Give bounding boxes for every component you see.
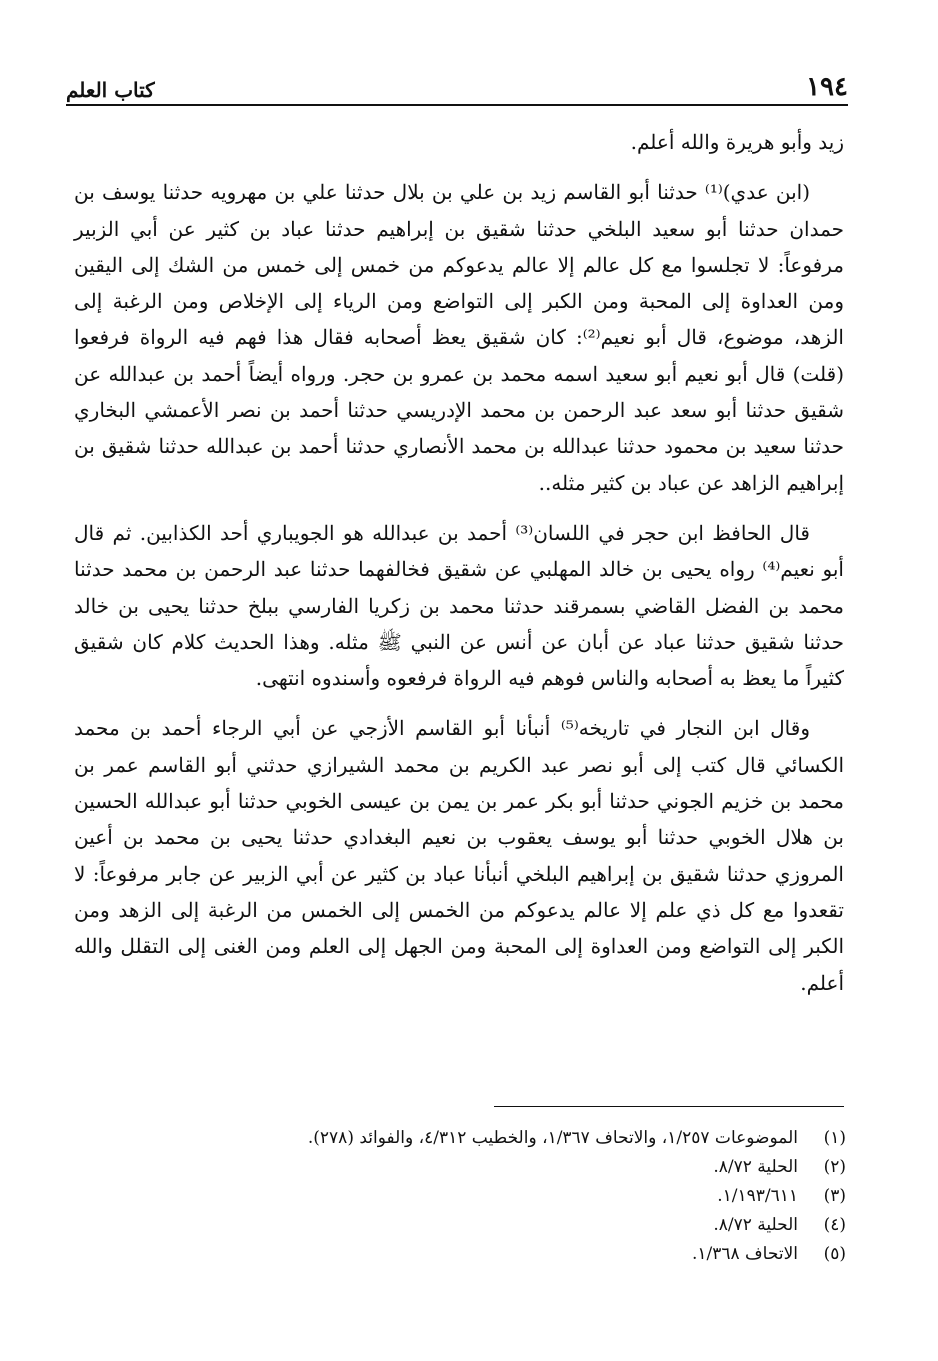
footnote-5 (120, 1240, 846, 1269)
footnote-text: الحلية ٨/٧٢. (713, 1215, 798, 1235)
footnote-number: (٢) (823, 1157, 846, 1177)
page-header (66, 68, 848, 102)
footnote-1 (120, 1124, 846, 1153)
footnote-text: الحلية ٨/٧٢. (713, 1157, 798, 1177)
footnote-text: الموضوعات ١/٢٥٧، والاتحاف ١/٣٦٧، والخطيب ٤/٣١٢، والفوائد (٢٧٨). (307, 1128, 798, 1148)
footnote-text: ١/١٩٣/٦١١. (717, 1186, 798, 1206)
page-number: ١٩٤ (806, 72, 848, 102)
header-rule (66, 104, 848, 106)
paragraph-3: قال الحافظ ابن حجر في اللسان⁽³⁾ أحمد بن عبدالله هو الجويباري أحد الكذابين. ثم قال أبو نعيم⁽⁴⁾ رواه يحيى بن خالد المهلبي عن شقيق فخالفهما حدثنا عبد الرحمن بن محمد حدثنا محمد بن الفضل القاضي بسمرقند حدثنا محمد بن زكريا الفارسي ببلخ حدثنا يحيى بن خالد حدثنا شقيق حدثنا عباد عن أبان عن أنس عن النبي ﷺ مثله. وهذا الحديث كلام كان شقيق كثيراً ما يعظ به أصحابه والناس فوهم فيه الرواة فرفعوه وأسندوه انتهى. (74, 520, 844, 691)
footnote-text: الاتحاف ١/٣٦٨. (691, 1244, 798, 1264)
footnotes (120, 1124, 846, 1269)
paragraph-2: (ابن عدي)⁽¹⁾ حدثنا أبو القاسم زيد بن علي بن بلال حدثنا علي بن مهرويه حدثنا يوسف بن حمدان حدثنا أبو سعيد البلخي حدثنا شقيق بن إبراهيم حدثنا عباد بن كثير عن أبي الزبير مرفوعاً: لا تجلسوا مع كل عالم إلا عالم يدعوكم من خمس إلى خمس من الشك إلى اليقين ومن العداوة إلى المحبة ومن الكبر إلى التواضع ومن الرياء إلى الإخلاص ومن الرغبة إلى الزهد، موضوع، قال أبو نعيم⁽²⁾: كان شقيق يعظ أصحابه فقال هذا فهم فيه الرواة فرفعوا (قلت) قال أبو نعيم أبو سعيد اسمه محمد بن عمرو بن حجر. ورواه أيضاً أحمد بن عبدالله عن شقيق حدثنا أبو سعد عبد الرحمن بن محمد الإدريسي حدثنا أحمد بن نصر الأعمشي البخاري حدثنا سعيد بن محمود حدثنا عبدالله بن محمد الأنصاري حدثنا أحمد بن عبدالله حدثنا شقيق بن إبراهيم الزاهد عن عباد بن كثير مثله.. (74, 180, 844, 495)
footnote-rule (494, 1106, 844, 1107)
footnote-number: (١) (823, 1128, 846, 1148)
footnote-3 (120, 1182, 846, 1211)
running-title: كتاب العلم (66, 78, 155, 102)
footnote-4 (120, 1211, 846, 1240)
paragraph-1: زيد وأبو هريرة والله أعلم. (630, 130, 844, 154)
footnote-number: (٥) (823, 1244, 846, 1264)
main-text (74, 124, 844, 1001)
footnote-number: (٣) (823, 1186, 846, 1206)
footnote-2 (120, 1153, 846, 1182)
footnote-number: (٤) (823, 1215, 846, 1235)
paragraph-4: وقال ابن النجار في تاريخه⁽⁵⁾ أنبأنا أبو القاسم الأزجي عن أبي الرجاء أحمد بن محمد الكسائي قال كتب إلى أبو نصر عبد الكريم بن محمد الشيرازي حدثني أبو القاسم عمر بن محمد بن خزيم الجوني حدثنا أبو بكر عمر بن يمن بن عيسى الخوبي حدثنا أبو عبدالله الحسين بن هلال الخوبي حدثنا أبو يوسف يعقوب بن نعيم البغدادي حدثنا يحيى بن محمد بن أعين المروزي حدثنا شقيق بن إبراهيم البلخي أنبأنا عباد بن كثير عن أبي الزبير عن جابر مرفوعاً: لا تقعدوا مع كل ذي علم إلا عالم يدعوكم من الخمس إلى الخمس من الرغبة إلى الزهد ومن الكبر إلى التواضع ومن العداوة إلى المحبة ومن الجهل إلى العلم ومن الغنى إلى التقلل والله أعلم. (74, 716, 844, 995)
